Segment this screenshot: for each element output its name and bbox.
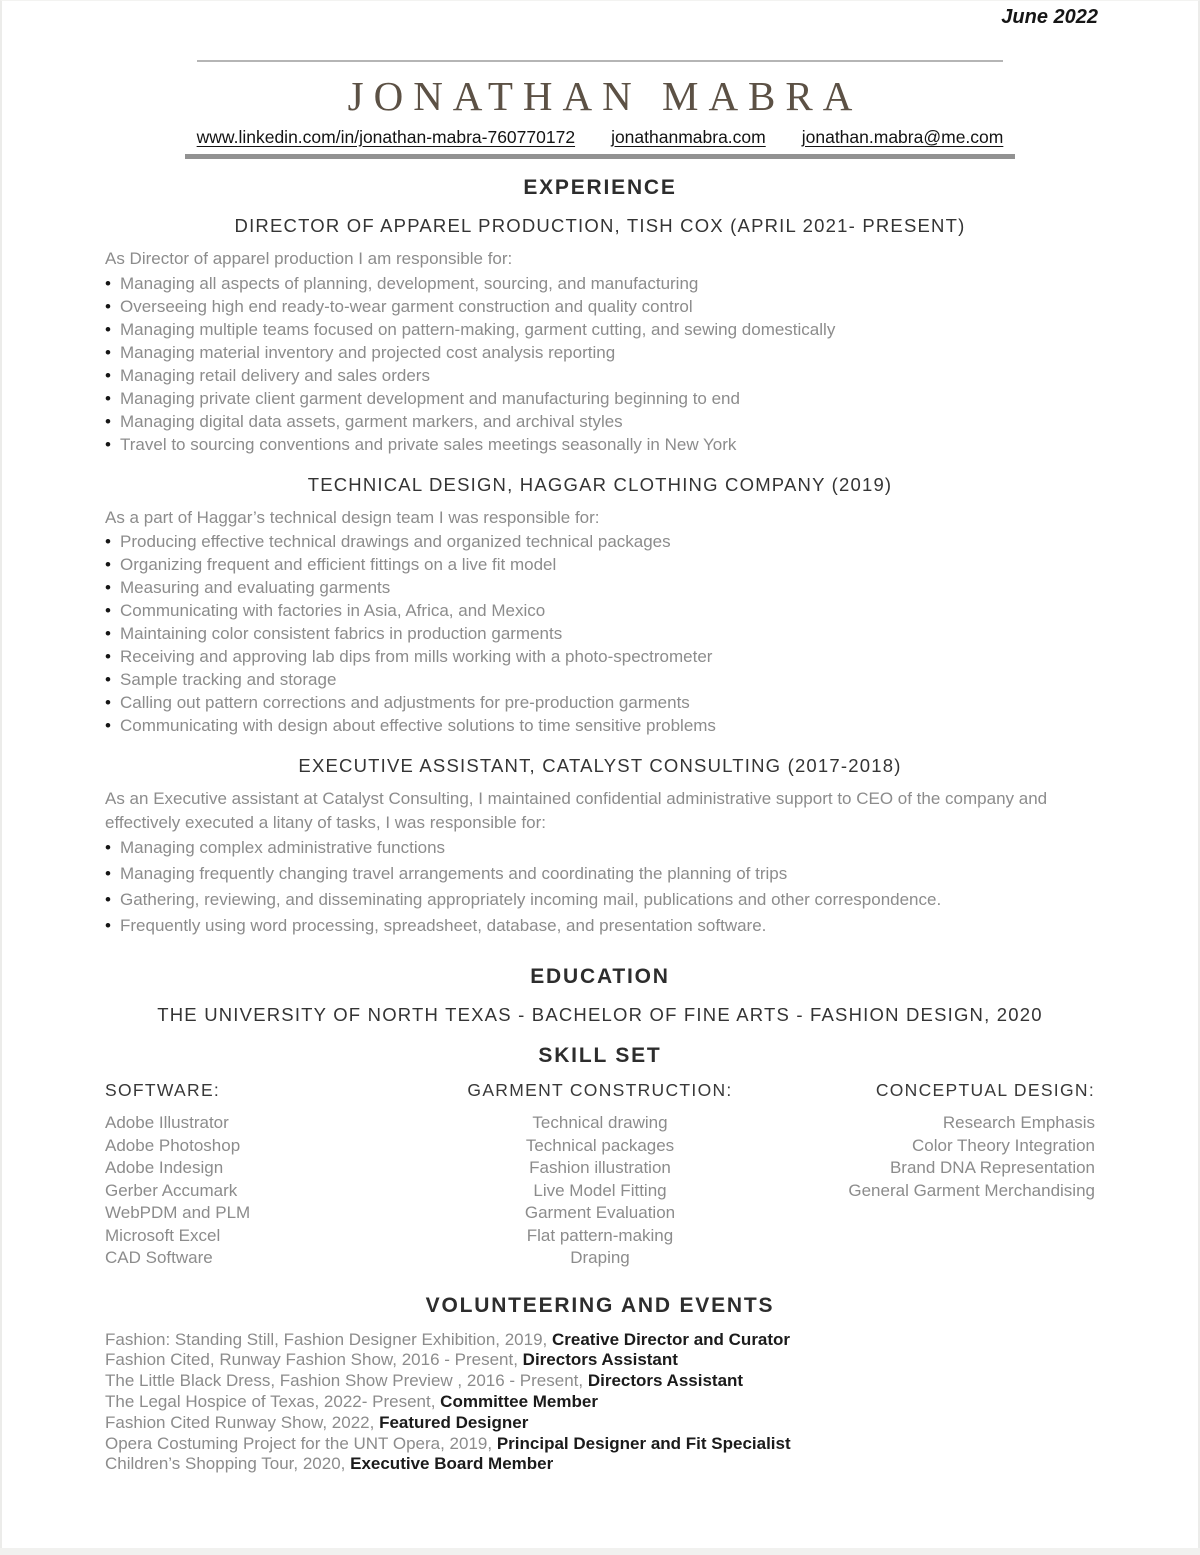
bullet-icon: • bbox=[105, 342, 111, 362]
skill-column-heading: GARMENT CONSTRUCTION: bbox=[467, 1080, 733, 1101]
job-bullet-list bbox=[105, 530, 1095, 737]
job-title: DIRECTOR OF APPAREL PRODUCTION, TISH COX (APRIL 2021- PRESENT) bbox=[234, 215, 966, 237]
bullet-icon: • bbox=[105, 890, 111, 910]
skill-column-conceptual-design bbox=[768, 1080, 1095, 1270]
bullet-icon: • bbox=[105, 693, 111, 713]
document-date: June 2022 bbox=[1001, 6, 1098, 28]
volunteering-entry bbox=[105, 1371, 1095, 1392]
job-bullet bbox=[105, 576, 1095, 599]
job-bullet bbox=[105, 714, 1095, 737]
job-title: EXECUTIVE ASSISTANT, CATALYST CONSULTING (2017-2018) bbox=[298, 755, 902, 777]
skill-column-heading: SOFTWARE: bbox=[105, 1080, 221, 1101]
volunteering-entry-description: Fashion Cited Runway Show, 2022, bbox=[105, 1412, 380, 1432]
contact-link[interactable]: www.linkedin.com/in/jonathan-mabra-760770172 bbox=[196, 127, 576, 148]
job-entry-director-apparel-production bbox=[105, 215, 1095, 456]
education-degree-line: THE UNIVERSITY OF NORTH TEXAS - BACHELOR OF FINE ARTS - FASHION DESIGN, 2020 bbox=[157, 1004, 1043, 1026]
bullet-icon: • bbox=[105, 532, 111, 552]
volunteering-entry bbox=[105, 1434, 1095, 1455]
volunteering-entry-role: Directors Assistant bbox=[522, 1350, 678, 1370]
job-bullet-text: Managing material inventory and projected cost analysis reporting bbox=[120, 342, 616, 362]
contact-link[interactable]: jonathan.mabra@me.com bbox=[801, 127, 1004, 148]
skill-item-list bbox=[768, 1112, 1095, 1202]
job-bullet bbox=[105, 295, 1095, 318]
skill-item-list bbox=[437, 1112, 764, 1270]
bullet-icon: • bbox=[105, 716, 111, 736]
skill-column-heading: CONCEPTUAL DESIGN: bbox=[875, 1080, 1095, 1101]
skill-item: Technical packages bbox=[525, 1135, 675, 1155]
bullet-icon: • bbox=[105, 916, 111, 936]
job-bullet-text: Managing private client garment development and manufacturing beginning to end bbox=[120, 388, 740, 408]
job-bullet-text: Managing digital data assets, garment markers, and archival styles bbox=[120, 411, 623, 431]
skill-item: CAD Software bbox=[105, 1248, 213, 1268]
job-bullet bbox=[105, 887, 1095, 913]
skill-item: Garment Evaluation bbox=[524, 1203, 676, 1223]
job-bullet bbox=[105, 318, 1095, 341]
volunteering-entry-description: Fashion: Standing Still, Fashion Designer Exhibition, 2019, bbox=[105, 1329, 552, 1349]
job-bullet bbox=[105, 861, 1095, 887]
volunteering-entry-role: Creative Director and Curator bbox=[551, 1329, 791, 1349]
skill-item: Brand DNA Representation bbox=[889, 1158, 1095, 1178]
bullet-icon: • bbox=[105, 273, 111, 293]
skill-item-list bbox=[105, 1112, 432, 1270]
job-bullet-list bbox=[105, 272, 1095, 456]
job-bullet bbox=[105, 553, 1095, 576]
bullet-icon: • bbox=[105, 670, 111, 690]
job-entry-executive-assistant bbox=[105, 755, 1095, 939]
job-bullet bbox=[105, 387, 1095, 410]
section-title-education: EDUCATION bbox=[530, 965, 670, 989]
skill-item: Live Model Fitting bbox=[533, 1180, 667, 1200]
job-bullet-text: Receiving and approving lab dips from mills working with a photo-spectrometer bbox=[120, 647, 713, 667]
skill-item: Research Emphasis bbox=[942, 1113, 1095, 1133]
volunteering-entry bbox=[105, 1330, 1095, 1351]
skill-item: Adobe Indesign bbox=[105, 1158, 224, 1178]
job-bullet-text: Measuring and evaluating garments bbox=[120, 578, 391, 598]
section-title-skill-set: SKILL SET bbox=[538, 1044, 662, 1068]
resume-body bbox=[2, 176, 1198, 1475]
job-bullet-text: Managing multiple teams focused on pattern-making, garment cutting, and sewing domestically bbox=[120, 319, 836, 339]
job-bullet-text: Calling out pattern corrections and adjustments for pre-production garments bbox=[120, 693, 690, 713]
job-bullet bbox=[105, 691, 1095, 714]
header-divider bbox=[185, 154, 1015, 159]
job-bullet-text: Managing frequently changing travel arrangements and coordinating the planning of trips bbox=[120, 864, 788, 884]
volunteering-entry-role: Executive Board Member bbox=[350, 1454, 554, 1474]
volunteering-entry-description: The Legal Hospice of Texas, 2022- Present, bbox=[105, 1391, 441, 1411]
job-intro: As an Executive assistant at Catalyst Consulting, I maintained confidential administrative support to CEO of the company and effectively executed a litany of tasks, I was responsible for: bbox=[105, 789, 1048, 832]
job-bullet-text: Managing all aspects of planning, development, sourcing, and manufacturing bbox=[120, 273, 699, 293]
volunteering-entry-description: Children’s Shopping Tour, 2020, bbox=[105, 1454, 351, 1474]
job-bullet bbox=[105, 599, 1095, 622]
skill-item: Fashion illustration bbox=[529, 1158, 671, 1178]
job-bullet-list bbox=[105, 835, 1095, 939]
contact-links bbox=[2, 127, 1198, 148]
person-name: JONATHAN MABRA bbox=[347, 73, 863, 119]
job-bullet bbox=[105, 530, 1095, 553]
job-bullet-text: Producing effective technical drawings and organized technical packages bbox=[120, 532, 671, 552]
volunteering-entry-role: Directors Assistant bbox=[587, 1371, 744, 1391]
section-title-experience: EXPERIENCE bbox=[523, 176, 677, 200]
job-bullet-text: Sample tracking and storage bbox=[120, 670, 337, 690]
bullet-icon: • bbox=[105, 838, 111, 858]
volunteering-entry bbox=[105, 1392, 1095, 1413]
job-bullet bbox=[105, 341, 1095, 364]
bullet-icon: • bbox=[105, 647, 111, 667]
bullet-icon: • bbox=[105, 411, 111, 431]
contact-link[interactable]: jonathanmabra.com bbox=[611, 127, 766, 148]
skill-item: Technical drawing bbox=[532, 1113, 668, 1133]
bullet-icon: • bbox=[105, 555, 111, 575]
volunteering-entry-role: Featured Designer bbox=[379, 1412, 529, 1432]
job-bullet-text: Gathering, reviewing, and disseminating appropriately incoming mail, publications and other correspondence. bbox=[120, 890, 942, 910]
volunteering-list bbox=[105, 1330, 1095, 1476]
job-intro: As a part of Haggar’s technical design team I was responsible for: bbox=[105, 507, 600, 527]
job-bullet-text: Organizing frequent and efficient fittings on a live fit model bbox=[120, 555, 557, 575]
job-bullet-text: Overseeing high end ready-to-wear garment construction and quality control bbox=[120, 296, 693, 316]
volunteering-entry bbox=[105, 1454, 1095, 1475]
job-entry-technical-design bbox=[105, 474, 1095, 738]
job-bullet bbox=[105, 433, 1095, 456]
bullet-icon: • bbox=[105, 434, 111, 454]
job-bullet-text: Communicating with factories in Asia, Africa, and Mexico bbox=[120, 601, 546, 621]
job-bullet bbox=[105, 410, 1095, 433]
skill-item: Adobe Illustrator bbox=[105, 1113, 229, 1133]
bullet-icon: • bbox=[105, 601, 111, 621]
section-title-volunteering: VOLUNTEERING AND EVENTS bbox=[425, 1293, 775, 1317]
volunteering-entry bbox=[105, 1413, 1095, 1434]
bullet-icon: • bbox=[105, 388, 111, 408]
top-divider bbox=[197, 60, 1003, 62]
volunteering-entry bbox=[105, 1350, 1095, 1371]
skill-columns bbox=[105, 1080, 1095, 1270]
job-bullet bbox=[105, 645, 1095, 668]
volunteering-entry-role: Principal Designer and Fit Specialist bbox=[496, 1433, 791, 1453]
job-bullet-text: Managing complex administrative functions bbox=[120, 838, 446, 858]
volunteering-entry-role: Committee Member bbox=[440, 1391, 598, 1411]
skill-item: Gerber Accumark bbox=[105, 1180, 238, 1200]
volunteering-entry-description: Opera Costuming Project for the UNT Opera, 2019, bbox=[105, 1433, 497, 1453]
job-bullet-text: Frequently using word processing, spreadsheet, database, and presentation software. bbox=[120, 916, 767, 936]
job-bullet bbox=[105, 622, 1095, 645]
skill-item: Microsoft Excel bbox=[105, 1225, 221, 1245]
bullet-icon: • bbox=[105, 365, 111, 385]
job-bullet bbox=[105, 835, 1095, 861]
job-bullet-text: Travel to sourcing conventions and private sales meetings seasonally in New York bbox=[120, 434, 737, 454]
bullet-icon: • bbox=[105, 296, 111, 316]
job-bullet-text: Managing retail delivery and sales orders bbox=[120, 365, 430, 385]
bullet-icon: • bbox=[105, 864, 111, 884]
job-bullet-text: Communicating with design about effective solutions to time sensitive problems bbox=[120, 716, 716, 736]
volunteering-entry-description: The Little Black Dress, Fashion Show Preview , 2016 - Present, bbox=[105, 1371, 588, 1391]
job-bullet bbox=[105, 668, 1095, 691]
job-bullet-text: Maintaining color consistent fabrics in production garments bbox=[120, 624, 563, 644]
job-bullet bbox=[105, 272, 1095, 295]
bullet-icon: • bbox=[105, 578, 111, 598]
bullet-icon: • bbox=[105, 319, 111, 339]
skill-column-software bbox=[105, 1080, 432, 1270]
skill-item: Adobe Photoshop bbox=[105, 1135, 241, 1155]
skill-column-garment-construction bbox=[437, 1080, 764, 1270]
job-title: TECHNICAL DESIGN, HAGGAR CLOTHING COMPANY (2019) bbox=[307, 473, 893, 495]
job-bullet bbox=[105, 364, 1095, 387]
skill-item: Color Theory Integration bbox=[911, 1135, 1095, 1155]
job-bullet bbox=[105, 913, 1095, 939]
skill-item: WebPDM and PLM bbox=[105, 1203, 251, 1223]
volunteering-entry-description: Fashion Cited, Runway Fashion Show, 2016 - Present, bbox=[105, 1350, 523, 1370]
job-intro: As Director of apparel production I am responsible for: bbox=[105, 249, 513, 269]
skill-item: General Garment Merchandising bbox=[848, 1180, 1095, 1200]
skill-item: Draping bbox=[570, 1248, 630, 1268]
bullet-icon: • bbox=[105, 624, 111, 644]
skill-item: Flat pattern-making bbox=[526, 1225, 674, 1245]
